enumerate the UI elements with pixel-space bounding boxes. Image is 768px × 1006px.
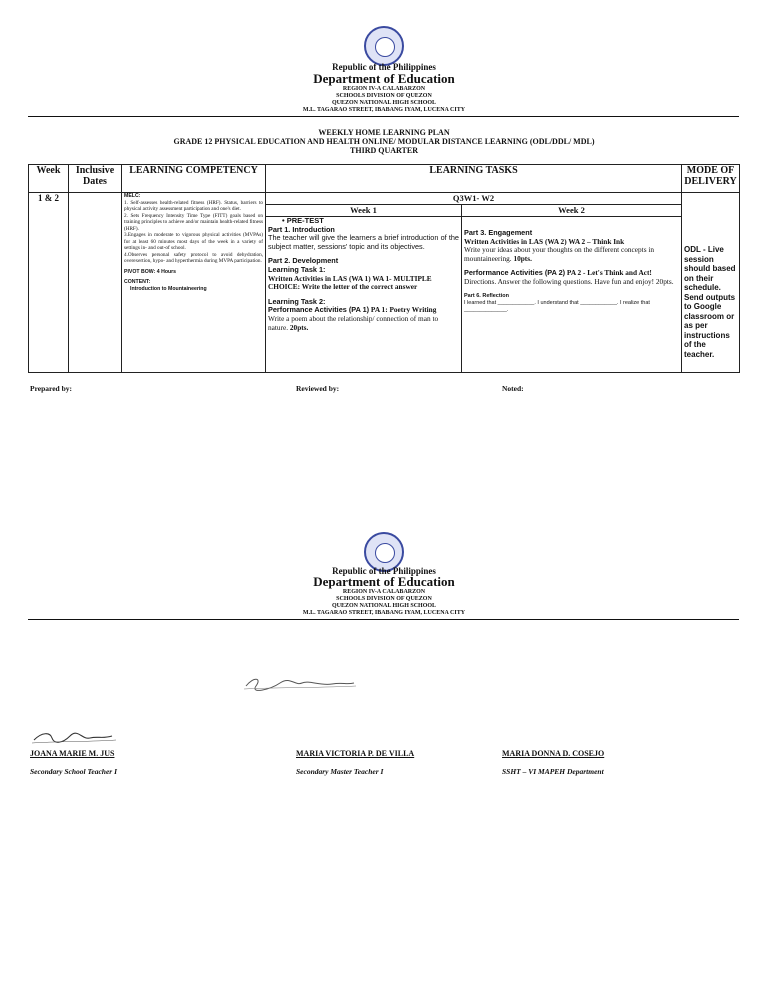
department-title: Department of Education: [313, 71, 455, 86]
header-competency: LEARNING COMPETENCY: [122, 165, 266, 193]
division-text: SCHOOLS DIVISION OF QUEZON: [336, 596, 432, 602]
melc-item: 3.Engages in moderate to vigorous physical activities (MVPAs) for at least 60 minutes most days of the week in a variety of settings in- and out-of school.: [124, 232, 263, 251]
week-value: 1 & 2: [29, 193, 69, 373]
header-mode: MODE OF DELIVERY: [682, 165, 740, 193]
signature-preparer-icon: [30, 728, 120, 748]
content-value: Introduction to Mountaineering: [130, 285, 207, 292]
wa2-label: Written Activities in LAS (WA 2): [464, 236, 567, 246]
signatory-position-1: Secondary School Teacher I: [30, 767, 118, 776]
pa2-label: Performance Activities (PA 2): [464, 268, 566, 278]
plan-subtitle: GRADE 12 PHYSICAL EDUCATION AND HEALTH ONLINE/ MODULAR DISTANCE LEARNING (ODL/DDL/ MDL): [173, 137, 595, 146]
signatory-position-3: SSHT – VI MAPEH Department: [502, 767, 604, 776]
region-text: REGION IV-A CALABARZON: [342, 589, 426, 595]
wa2-instruction: [464, 246, 679, 263]
wa1-label: Written Activities in LAS (WA 1): [268, 273, 371, 283]
header-divider: [28, 116, 739, 117]
signature-reviewer-icon: [240, 674, 360, 694]
pa1-instruction-text: Write a poem about the relationship/ connection of man to nature.: [268, 313, 439, 332]
school-text: QUEZON NATIONAL HIGH SCHOOL: [331, 603, 437, 609]
pretest-item: • PRE-TEST: [282, 216, 324, 225]
school-text: QUEZON NATIONAL HIGH SCHOOL: [331, 100, 437, 106]
noted-label: Noted:: [502, 384, 524, 393]
reviewed-by-label: Reviewed by:: [296, 384, 340, 393]
quarter-code: Q3W1- W2: [266, 193, 682, 205]
wa2-instruction-text: Write your ideas about your thoughts on the different concepts in mountaineering.: [464, 245, 655, 263]
address-text: M.L. TAGARAO STREET, IBABANG IYAM, LUCENA CITY: [302, 107, 466, 113]
melc-item: 4.Observes personal safety protocol to avoid dehydration, overexertion, hypo- and hyperthermia during MVPA participation.: [124, 251, 263, 264]
plan-quarter: THIRD QUARTER: [350, 146, 418, 155]
week1-label: Week 1: [266, 205, 462, 217]
pa1-instruction: [268, 315, 459, 332]
signatory-name-3: MARIA DONNA D. COSEJO: [502, 749, 605, 758]
task1-heading: Learning Task 1:: [268, 264, 326, 274]
pa2-desc: PA 2 - Let's Think and Act!: [565, 268, 652, 278]
plan-title: WEEKLY HOME LEARNING PLAN: [318, 128, 450, 137]
signatory-position-2: Secondary Master Teacher I: [296, 767, 384, 776]
wa1-desc: WA 1- MULTIPLE CHOICE: Write the letter of the correct answer: [268, 273, 432, 292]
department-title: Department of Education: [313, 574, 455, 589]
wa2-desc: WA 2 – Think Ink: [566, 236, 625, 246]
pa1-desc: PA 1: Poetry Writing: [369, 305, 437, 315]
pretest-label: PRE-TEST: [286, 216, 324, 225]
header-tasks: LEARNING TASKS: [266, 165, 682, 193]
dates-cell: [69, 193, 122, 373]
week2-tasks-cell: [462, 217, 682, 373]
pa1-label: Performance Activities (PA 1): [268, 305, 370, 315]
mode-of-delivery: ODL - Live session should based on their schedule. Send outputs to Google classroom or as per instructions of the teacher.: [682, 193, 740, 373]
address-text: M.L. TAGARAO STREET, IBABANG IYAM, LUCENA CITY: [302, 610, 466, 616]
deped-seal-icon: [364, 26, 404, 66]
part6-heading: Part 6. Reflection: [464, 292, 509, 299]
prepared-by-label: Prepared by:: [30, 384, 73, 393]
republic-text: Republic of the Philippines: [332, 62, 436, 72]
part3-heading: Part 3. Engagement: [464, 228, 533, 237]
melc-item: 2. Sets Frequency Intensity Time Type (FITT) goals based on training principles to achieve and/or maintain health-related fitness (HRF).: [124, 212, 264, 232]
wa1-text: [268, 275, 459, 292]
part1-heading: Part 1. Introduction: [268, 224, 335, 234]
week1-tasks-cell: [266, 217, 462, 373]
republic-text: Republic of the Philippines: [332, 566, 436, 576]
content-label: CONTENT:: [124, 279, 151, 285]
melc-item: 1. Self-assesses health-related fitness (HRF). Status, barriers to physical activity assessment participation and one's diet.: [124, 199, 263, 212]
header-dates: Inclusive Dates: [69, 165, 122, 193]
header-week: Week: [29, 165, 69, 193]
division-text: SCHOOLS DIVISION OF QUEZON: [336, 93, 432, 99]
week2-label: Week 2: [462, 205, 682, 217]
signatory-name-1: JOANA MARIE M. JUS: [30, 749, 115, 758]
pivot-text: PIVOT BOW: 4 Hours: [124, 268, 177, 275]
part1-text: The teacher will give the learners a brief introduction of the subject matter, sessions' topic and its objectives.: [268, 233, 459, 251]
region-text: REGION IV-A CALABARZON: [342, 86, 426, 92]
header-divider: [28, 619, 739, 620]
task2-heading: Learning Task 2:: [268, 296, 326, 306]
signatory-name-2: MARIA VICTORIA P. DE VILLA: [296, 749, 415, 758]
part2-heading: Part 2. Development: [268, 256, 339, 266]
reflection-text: I learned that ____________. I understand that ____________. I realize that ______________.: [464, 299, 650, 313]
pa1-points: 20pts.: [289, 322, 309, 332]
pa2-instruction: Directions. Answer the following questions. Have fun and enjoy! 20pts.: [464, 276, 674, 286]
learning-plan-table: [28, 164, 740, 373]
competency-cell: [122, 193, 266, 373]
wa2-points: 10pts.: [513, 253, 532, 263]
melc-label: MELC:: [124, 193, 141, 199]
